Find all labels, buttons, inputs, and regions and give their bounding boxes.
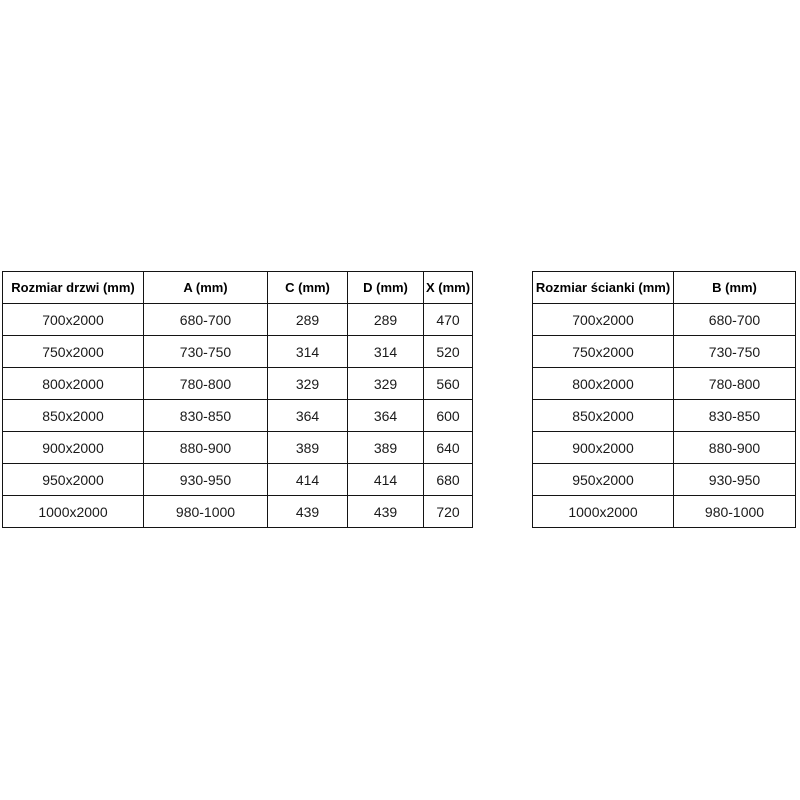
table-cell: 950x2000: [3, 464, 144, 496]
wall-table-header-1: B (mm): [674, 272, 796, 304]
table-row: [3, 368, 473, 400]
table-cell: 830-850: [674, 400, 796, 432]
door-table-header-4: X (mm): [424, 272, 473, 304]
table-row: [533, 464, 796, 496]
table-row: [533, 496, 796, 528]
table-cell: 329: [268, 368, 348, 400]
table-cell: 680: [424, 464, 473, 496]
table-row: [533, 368, 796, 400]
table-cell: 880-900: [144, 432, 268, 464]
table-cell: 289: [268, 304, 348, 336]
table-row: [3, 304, 473, 336]
table-cell: 720: [424, 496, 473, 528]
table-cell: 560: [424, 368, 473, 400]
table-cell: 750x2000: [533, 336, 674, 368]
wall-table-body: [533, 304, 796, 528]
table-cell: 950x2000: [533, 464, 674, 496]
table-cell: 780-800: [144, 368, 268, 400]
table-cell: 680-700: [674, 304, 796, 336]
wall-table-header-0: Rozmiar ścianki (mm): [533, 272, 674, 304]
door-table-header-0: Rozmiar drzwi (mm): [3, 272, 144, 304]
table-row: [3, 432, 473, 464]
table-cell: 520: [424, 336, 473, 368]
door-table-header-row: [3, 272, 473, 304]
table-cell: 880-900: [674, 432, 796, 464]
table-cell: 980-1000: [674, 496, 796, 528]
table-cell: 900x2000: [533, 432, 674, 464]
table-cell: 980-1000: [144, 496, 268, 528]
table-cell: 640: [424, 432, 473, 464]
table-cell: 730-750: [674, 336, 796, 368]
wall-size-table: [532, 271, 796, 528]
table-row: [3, 336, 473, 368]
table-cell: 850x2000: [533, 400, 674, 432]
table-row: [3, 464, 473, 496]
table-cell: 600: [424, 400, 473, 432]
table-cell: 314: [268, 336, 348, 368]
table-cell: 900x2000: [3, 432, 144, 464]
table-cell: 470: [424, 304, 473, 336]
table-cell: 414: [268, 464, 348, 496]
table-cell: 700x2000: [533, 304, 674, 336]
table-row: [3, 400, 473, 432]
table-cell: 830-850: [144, 400, 268, 432]
table-cell: 680-700: [144, 304, 268, 336]
table-cell: 439: [268, 496, 348, 528]
table-cell: 1000x2000: [533, 496, 674, 528]
table-cell: 800x2000: [533, 368, 674, 400]
table-cell: 364: [348, 400, 424, 432]
table-cell: 389: [348, 432, 424, 464]
table-row: [533, 304, 796, 336]
table-row: [3, 496, 473, 528]
table-cell: 730-750: [144, 336, 268, 368]
table-row: [533, 400, 796, 432]
table-cell: 364: [268, 400, 348, 432]
table-cell: 850x2000: [3, 400, 144, 432]
table-cell: 930-950: [674, 464, 796, 496]
door-table-header-2: C (mm): [268, 272, 348, 304]
wall-table-header-row: [533, 272, 796, 304]
door-table-header-3: D (mm): [348, 272, 424, 304]
table-cell: 314: [348, 336, 424, 368]
door-table-header-1: A (mm): [144, 272, 268, 304]
table-cell: 289: [348, 304, 424, 336]
table-cell: 414: [348, 464, 424, 496]
table-cell: 930-950: [144, 464, 268, 496]
table-cell: 389: [268, 432, 348, 464]
table-cell: 780-800: [674, 368, 796, 400]
door-table-body: [3, 304, 473, 528]
table-cell: 750x2000: [3, 336, 144, 368]
table-cell: 1000x2000: [3, 496, 144, 528]
table-cell: 439: [348, 496, 424, 528]
door-size-table: [2, 271, 473, 528]
table-cell: 800x2000: [3, 368, 144, 400]
table-cell: 700x2000: [3, 304, 144, 336]
table-row: [533, 432, 796, 464]
table-row: [533, 336, 796, 368]
table-cell: 329: [348, 368, 424, 400]
